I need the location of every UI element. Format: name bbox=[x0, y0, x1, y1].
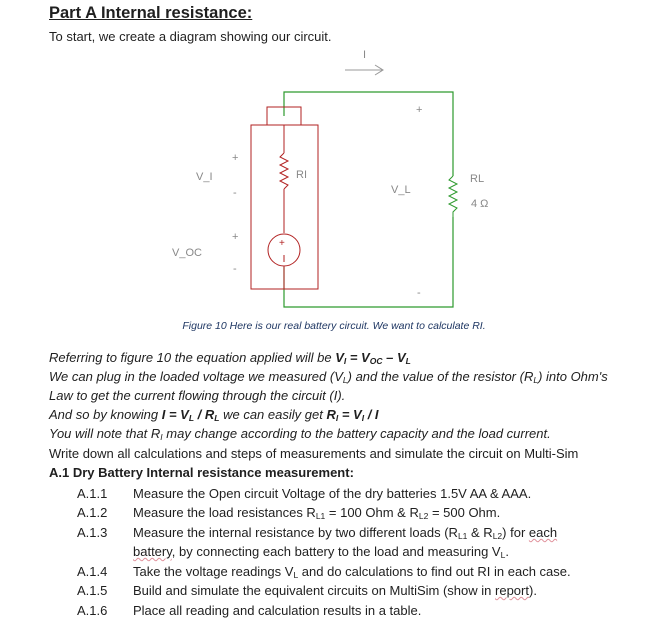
paragraph-note: You will note that $R_I$ may change according to the battery capacity and the load current. bbox=[49, 426, 551, 442]
paragraph-ohms-law: We can plug in the loaded voltage we measured $(V_L)$ and the value of the resistor $(R_L)$ into Ohm's bbox=[49, 369, 608, 385]
current-label: I bbox=[363, 49, 367, 61]
section-title: A.1 Dry Battery Internal resistance measurement: bbox=[49, 465, 354, 480]
page-heading: Part A Internal resistance: bbox=[49, 4, 253, 22]
voc-plus: + bbox=[232, 231, 239, 243]
paragraph-equation: Referring to figure 10 the equation applied will be $V_I = V_{OC} - V_L$ bbox=[49, 350, 411, 366]
vi-plus: + bbox=[232, 152, 239, 164]
internal-resistor bbox=[280, 125, 288, 233]
voltage-source bbox=[268, 234, 300, 289]
current-arrow bbox=[345, 65, 383, 75]
svg-text:+: + bbox=[279, 238, 285, 249]
paragraph-instructions: Write down all calculations and steps of measurements and simulate the circuit on Multi-Sim bbox=[49, 446, 579, 461]
voc-label: V_OC bbox=[172, 247, 202, 259]
ri-label: RI bbox=[296, 169, 307, 181]
vi-minus: - bbox=[233, 187, 237, 199]
intro-text: To start, we create a diagram showing our circuit. bbox=[49, 29, 332, 44]
rl-label: RL bbox=[470, 173, 485, 185]
circuit-wires bbox=[284, 92, 453, 307]
vi-label: V_I bbox=[196, 171, 213, 183]
voc-minus: - bbox=[233, 263, 237, 275]
vl-minus: - bbox=[417, 287, 421, 299]
vl-plus: + bbox=[416, 104, 423, 116]
load-resistor bbox=[449, 176, 457, 217]
rl-value: 4 Ω bbox=[471, 198, 489, 210]
paragraph-formula: And so by knowing $I = V_L / R_L$ we can easily get $R_I = V_I / I$ bbox=[49, 407, 379, 423]
paragraph-current: Law to get the current flowing through the circuit (I). bbox=[49, 388, 346, 403]
figure-caption: Figure 10 Here is our real battery circuit. We want to calculate RI. bbox=[182, 320, 486, 332]
vl-label: V_L bbox=[391, 184, 411, 196]
